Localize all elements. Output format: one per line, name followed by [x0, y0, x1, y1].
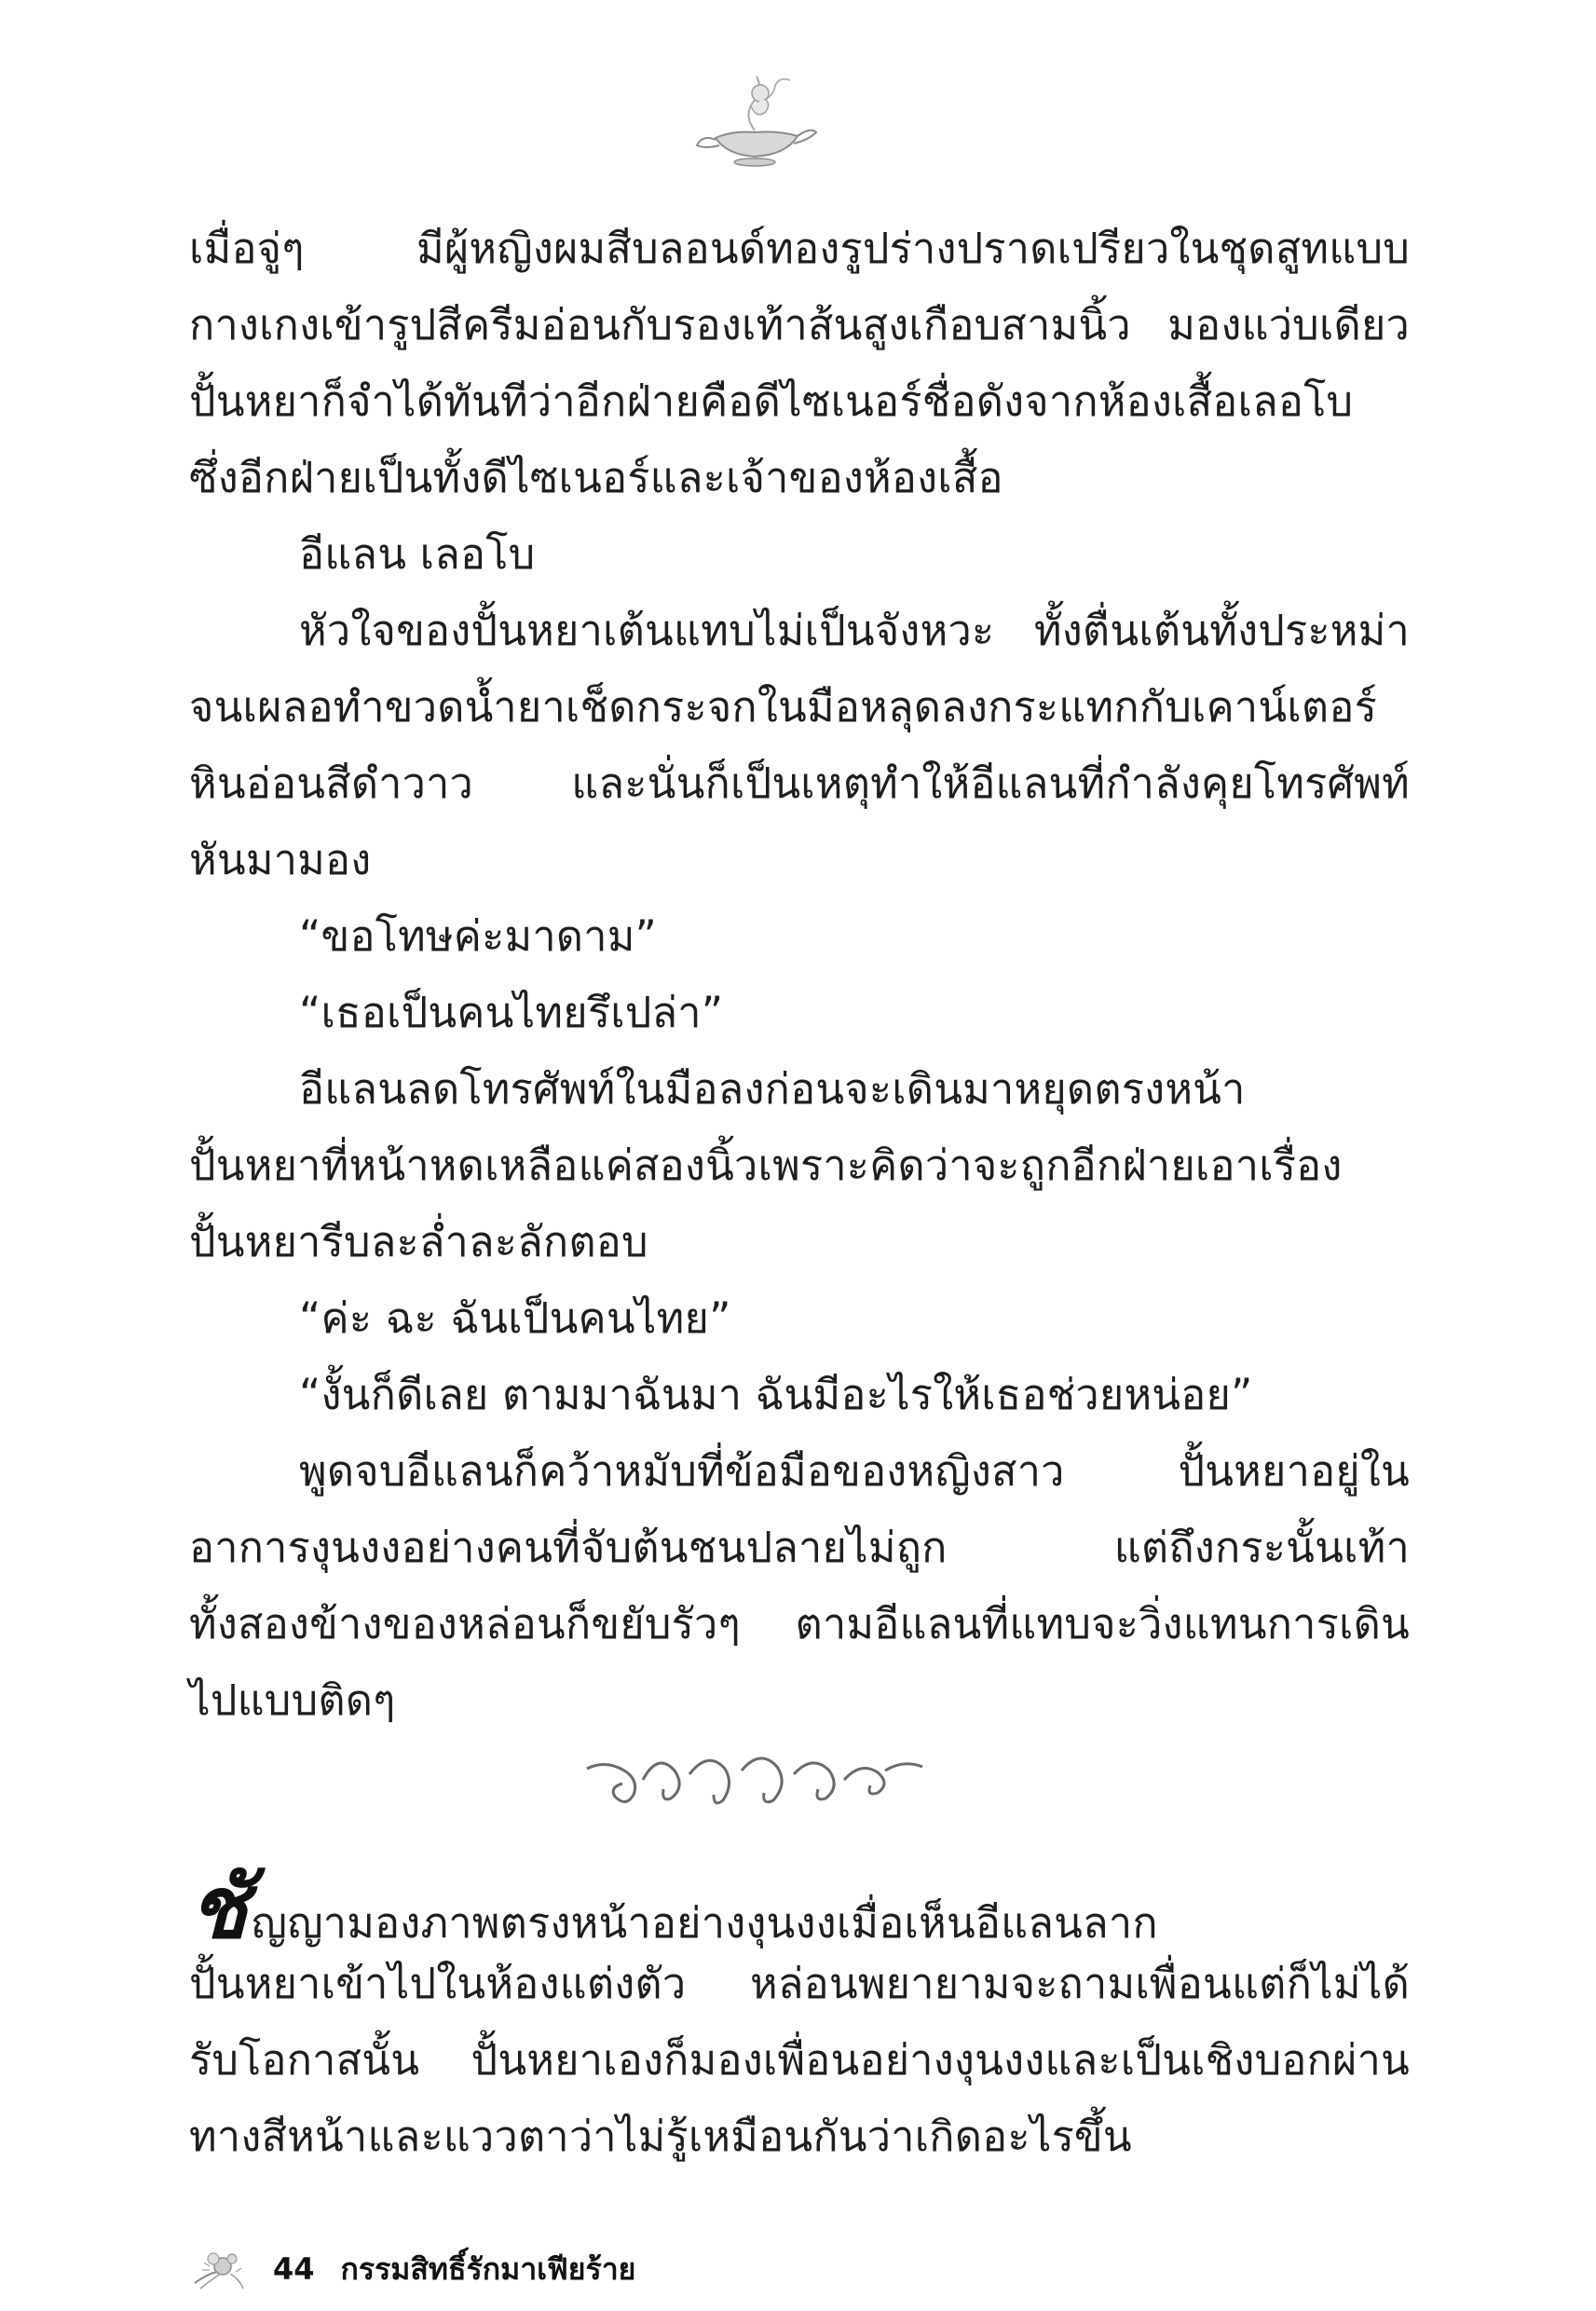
paragraph-line: อาการงุนงงอย่างคนที่จับต้นชนปลายไม่ถูก แต่ถึงกระนั้นเท้า	[189, 1523, 1410, 1572]
paragraph-line-text: ญญามองภาพตรงหน้าอย่างงุนงงเมื่อเห็นอีแลนลาก	[251, 1898, 1158, 1948]
paragraph-line: ปั้นหยาเข้าไปในห้องแต่งตัว หล่อนพยายามจะถามเพื่อนแต่ก็ไม่ได้	[189, 1959, 1410, 2008]
paragraph-line: เมื่อจู่ๆ มีผู้หญิงผมสีบลอนด์ทองรูปร่างปราดเปรียวในชุดสูทแบบ	[189, 224, 1410, 273]
story-section-2	[189, 1857, 1410, 2175]
paragraph-line	[189, 1857, 1410, 1958]
paragraph-line: หัวใจของปั้นหยาเต้นแทบไม่เป็นจังหวะ ทั้งตื่นเต้นทั้งประหม่า	[299, 606, 1410, 655]
flourish-divider-icon	[578, 1743, 932, 1817]
dialogue-line: “งั้นก็ดีเลย ตามมาฉันมา ฉันมีอะไรให้เธอช่วยหน่อย”	[299, 1370, 1253, 1419]
paragraph-line: ไปแบบติดๆ	[189, 1675, 396, 1725]
paragraph-line: รับโอกาสนั้น ปั้นหยาเองก็มองเพื่อนอย่างงุนงงและเป็นเชิงบอกผ่าน	[189, 2035, 1410, 2085]
paragraph-line: อีแลน เลอโบ	[299, 529, 536, 579]
paragraph-line: ทางสีหน้าและแววตาว่าไม่รู้เหมือนกันว่าเกิดอะไรขึ้น	[189, 2112, 1132, 2161]
page-number: 44	[273, 2251, 315, 2287]
dialogue-line: “ขอโทษค่ะมาดาม”	[299, 911, 658, 961]
genie-lamp-icon	[689, 65, 820, 168]
paragraph-line: กางเกงเข้ารูปสีครีมอ่อนกับรองเท้าส้นสูงเกือบสามนิ้ว มองแว่บเดียว	[189, 300, 1410, 349]
paragraph-line: หันมามอง	[189, 835, 372, 884]
paragraph-line: อีแลนลดโทรศัพท์ในมือลงก่อนจะเดินมาหยุดตรงหน้า	[299, 1064, 1246, 1114]
dialogue-line: “เธอเป็นคนไทยรึเปล่า”	[299, 988, 724, 1037]
paragraph-line: พูดจบอีแลนก็คว้าหมับที่ข้อมือของหญิงสาว ปั้นหยาอยู่ใน	[299, 1446, 1410, 1496]
drop-cap: ชั	[189, 1857, 248, 1958]
paragraph-line: ทั้งสองข้างของหล่อนก็ขยับรัวๆ ตามอีแลนที่แทบจะวิ่งแทนการเดิน	[189, 1599, 1410, 1648]
dialogue-line: “ค่ะ ฉะ ฉันเป็นคนไทย”	[299, 1293, 731, 1343]
paragraph-line: จนเผลอทำขวดน้ำยาเช็ดกระจกในมือหลุดลงกระแทกกับเคาน์เตอร์	[189, 682, 1377, 732]
flower-bouquet-icon	[189, 2246, 245, 2292]
paragraph-line: ปั้นหยาก็จำได้ทันทีว่าอีกฝ่ายคือดีไซเนอร์ชื่อดังจากห้องเสื้อเลอโบ	[189, 376, 1354, 426]
story-section-1	[189, 211, 1410, 1739]
page-footer	[189, 2246, 635, 2292]
paragraph-line: ซึ่งอีกฝ่ายเป็นทั้งดีไซเนอร์และเจ้าของห้องเสื้อ	[189, 453, 1003, 502]
paragraph-line: หินอ่อนสีดำวาว และนั่นก็เป็นเหตุทำให้อีแลนที่กำลังคุยโทรศัพท์	[189, 759, 1410, 808]
paragraph-line: ปั้นหยาที่หน้าหดเหลือแค่สองนิ้วเพราะคิดว่าจะถูกอีกฝ่ายเอาเรื่อง	[189, 1141, 1343, 1190]
book-title: กรรมสิทธิ์รักมาเฟียร้าย	[340, 2250, 636, 2287]
paragraph-line: ปั้นหยารีบละล่ำละลักตอบ	[189, 1217, 648, 1266]
